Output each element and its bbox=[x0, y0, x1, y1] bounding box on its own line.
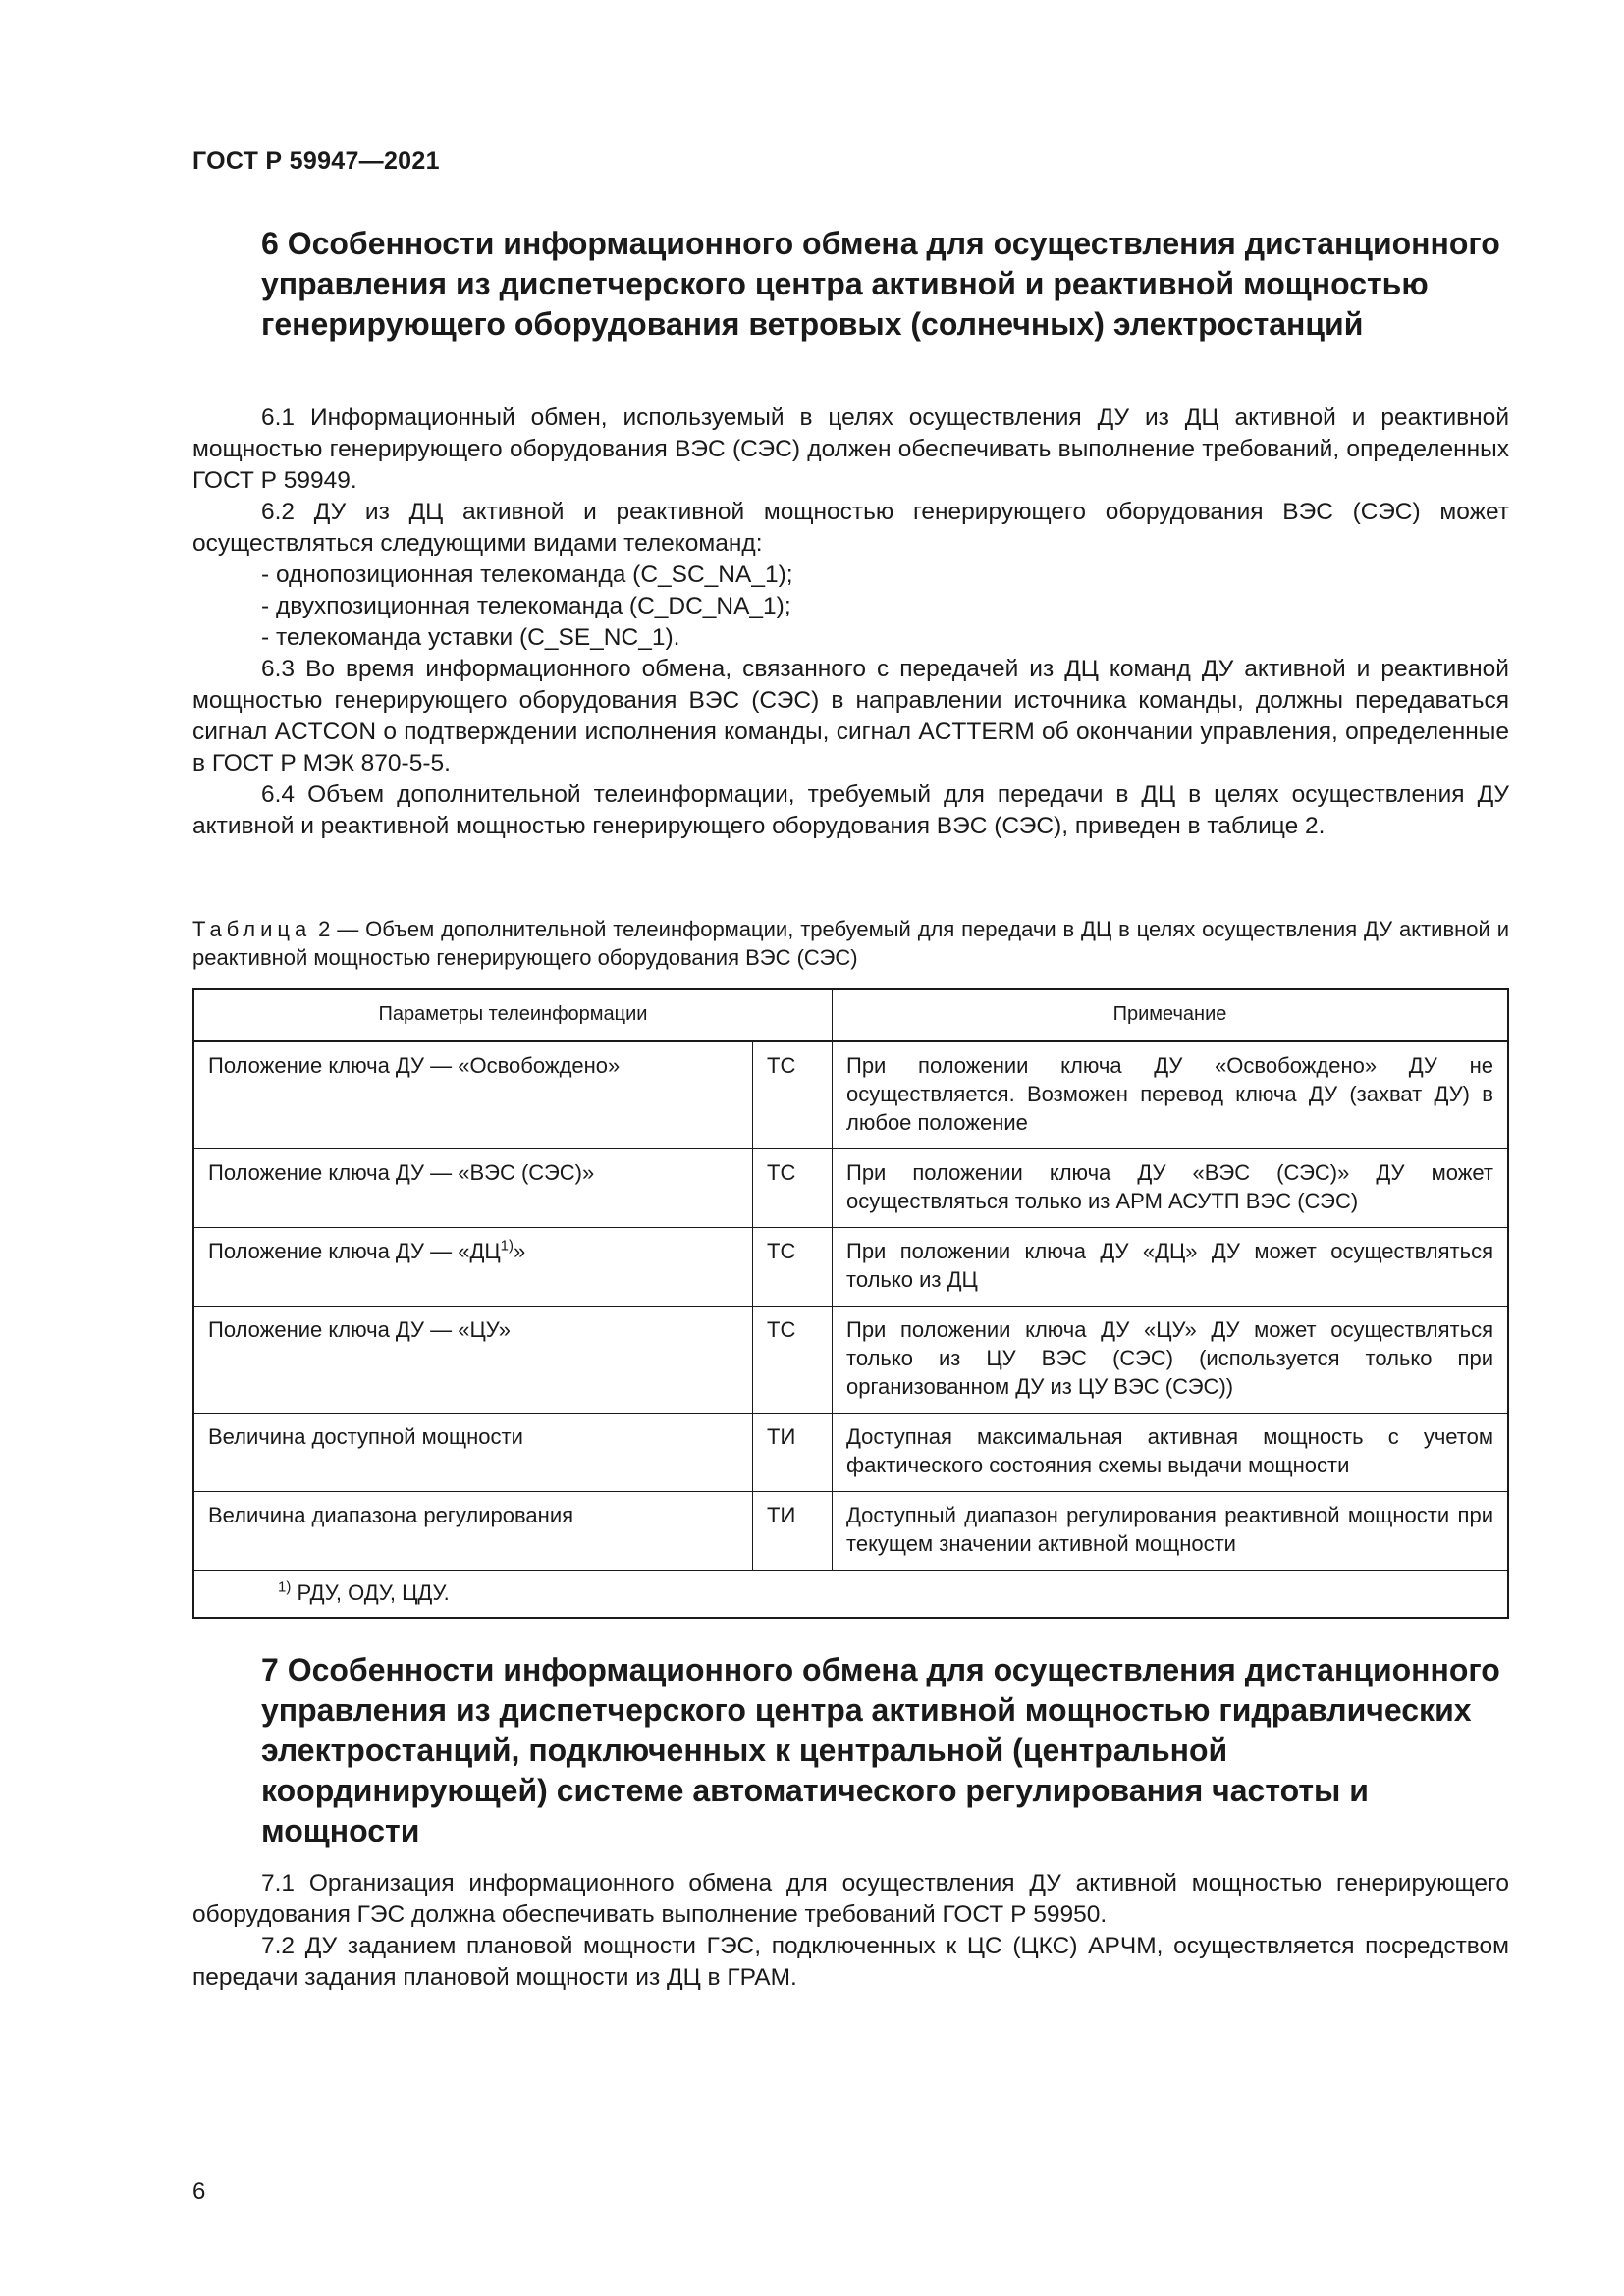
document-id: ГОСТ Р 59947—2021 bbox=[192, 147, 440, 175]
table-row bbox=[193, 1492, 1508, 1571]
list-item: - однопозиционная телекоманда (C_SC_NA_1); bbox=[261, 561, 793, 588]
paragraph-6-1: 6.1 Информационный обмен, используемый в целях осуществления ДУ из ДЦ активной и реактивной мощностью генерирующего оборудования ВЭС (СЭС) должен обеспечивать выполнение требований, определенных ГОСТ Р 59949. bbox=[192, 404, 1509, 494]
paragraph-6-3: 6.3 Во время информационного обмена, связанного с передачей из ДЦ команд ДУ активной и реактивной мощностью генерирующего оборудования ВЭС (СЭС) в направлении источника команды, должны передаваться сигнал ACTCON о подтверждении исполнения команды, сигнал ACTTERM об окончании управления, определенные в ГОСТ Р МЭК 870-5-5. bbox=[192, 656, 1509, 776]
section-6-body bbox=[192, 402, 1509, 842]
param-cell: Величина диапазона регулирования bbox=[193, 1492, 753, 1571]
telecommand-list bbox=[192, 560, 1509, 654]
note-cell: При положении ключа ДУ «ВЭС (СЭС)» ДУ может осуществляться только из АРМ АСУТП ВЭС (СЭС) bbox=[833, 1149, 1509, 1228]
param-cell: Положение ключа ДУ — «ЦУ» bbox=[193, 1307, 753, 1414]
table-footnote bbox=[193, 1571, 1508, 1619]
param-cell: Положение ключа ДУ — «ВЭС (СЭС)» bbox=[193, 1149, 753, 1228]
footnote-mark: 1) bbox=[278, 1578, 292, 1596]
type-cell: ТИ bbox=[753, 1492, 833, 1571]
list-item: - двухпозиционная телекоманда (C_DC_NA_1); bbox=[261, 593, 791, 619]
note-cell: Доступный диапазон регулирования реактивной мощности при текущем значении активной мощности bbox=[833, 1492, 1509, 1571]
type-cell: ТС bbox=[753, 1307, 833, 1414]
param-text: » bbox=[514, 1239, 526, 1263]
table-row bbox=[193, 1414, 1508, 1492]
table-row bbox=[193, 1041, 1508, 1149]
table-caption bbox=[192, 915, 1509, 972]
header-params: Параметры телеинформации bbox=[193, 989, 833, 1041]
table-caption-text: 2 — Объем дополнительной телеинформации, требуемый для передачи в ДЦ в целях осуществления ДУ активной и реактивной мощностью генерирующего оборудования ВЭС (СЭС) bbox=[192, 917, 1509, 970]
paragraph-7-2: 7.2 ДУ заданием плановой мощности ГЭС, подключенных к ЦС (ЦКС) АРЧМ, осуществляется посредством передачи задания плановой мощности из ДЦ в ГРАМ. bbox=[192, 1933, 1509, 1991]
table-caption-label: Таблица bbox=[192, 917, 312, 941]
paragraph-6-4: 6.4 Объем дополнительной телеинформации, требуемый для передачи в ДЦ в целях осуществления ДУ активной и реактивной мощностью генерирующего оборудования ВЭС (СЭС), приведен в таблице 2. bbox=[192, 781, 1509, 839]
param-cell: Положение ключа ДУ — «Освобождено» bbox=[193, 1041, 753, 1149]
param-cell: Величина доступной мощности bbox=[193, 1414, 753, 1492]
param-text: Положение ключа ДУ — «ДЦ bbox=[208, 1239, 501, 1263]
header-note: Примечание bbox=[833, 989, 1509, 1041]
telemetry-table bbox=[192, 988, 1509, 1619]
table-row bbox=[193, 1307, 1508, 1414]
list-item: - телекоманда уставки (C_SE_NC_1). bbox=[261, 624, 680, 651]
section-6-heading: 6 Особенности информационного обмена для осуществления дистанционного управления из диспетчерского центра активной и реактивной мощностью генерирующего оборудования ветровых (солнечных) электростанций bbox=[261, 226, 1500, 342]
footnote-ref: 1) bbox=[500, 1237, 514, 1255]
note-cell: При положении ключа ДУ «Освобождено» ДУ не осуществляется. Возможен перевод ключа ДУ (захват ДУ) в любое положение bbox=[833, 1041, 1509, 1149]
note-cell: Доступная максимальная активная мощность с учетом фактического состояния схемы выдачи мощности bbox=[833, 1414, 1509, 1492]
paragraph-6-2: 6.2 ДУ из ДЦ активной и реактивной мощностью генерирующего оборудования ВЭС (СЭС) может осуществляться следующими видами телекоманд: bbox=[192, 499, 1509, 557]
section-7-heading: 7 Особенности информационного обмена для осуществления дистанционного управления из диспетчерского центра активной мощностью гидравлических электростанций, подключенных к центральной (центральной координирующей) системе автоматического регулирования частоты и мощности bbox=[261, 1652, 1500, 1848]
note-cell: При положении ключа ДУ «ДЦ» ДУ может осуществляться только из ДЦ bbox=[833, 1228, 1509, 1307]
type-cell: ТС bbox=[753, 1228, 833, 1307]
section-7-body bbox=[192, 1868, 1509, 1994]
type-cell: ТС bbox=[753, 1041, 833, 1149]
footnote-text: РДУ, ОДУ, ЦДУ. bbox=[291, 1580, 450, 1605]
type-cell: ТС bbox=[753, 1149, 833, 1228]
note-cell: При положении ключа ДУ «ЦУ» ДУ может осуществляться только из ЦУ ВЭС (СЭС) (используется только при организованном ДУ из ЦУ ВЭС (СЭС)) bbox=[833, 1307, 1509, 1414]
table-row bbox=[193, 1228, 1508, 1307]
table-footnote-row bbox=[193, 1571, 1508, 1619]
param-cell bbox=[193, 1228, 753, 1307]
paragraph-7-1: 7.1 Организация информационного обмена для осуществления ДУ активной мощностью генерирующего оборудования ГЭС должна обеспечивать выполнение требований ГОСТ Р 59950. bbox=[192, 1870, 1509, 1928]
page-number: 6 bbox=[192, 2178, 206, 2205]
table-row bbox=[193, 1149, 1508, 1228]
type-cell: ТИ bbox=[753, 1414, 833, 1492]
table-header-row bbox=[193, 989, 1508, 1041]
